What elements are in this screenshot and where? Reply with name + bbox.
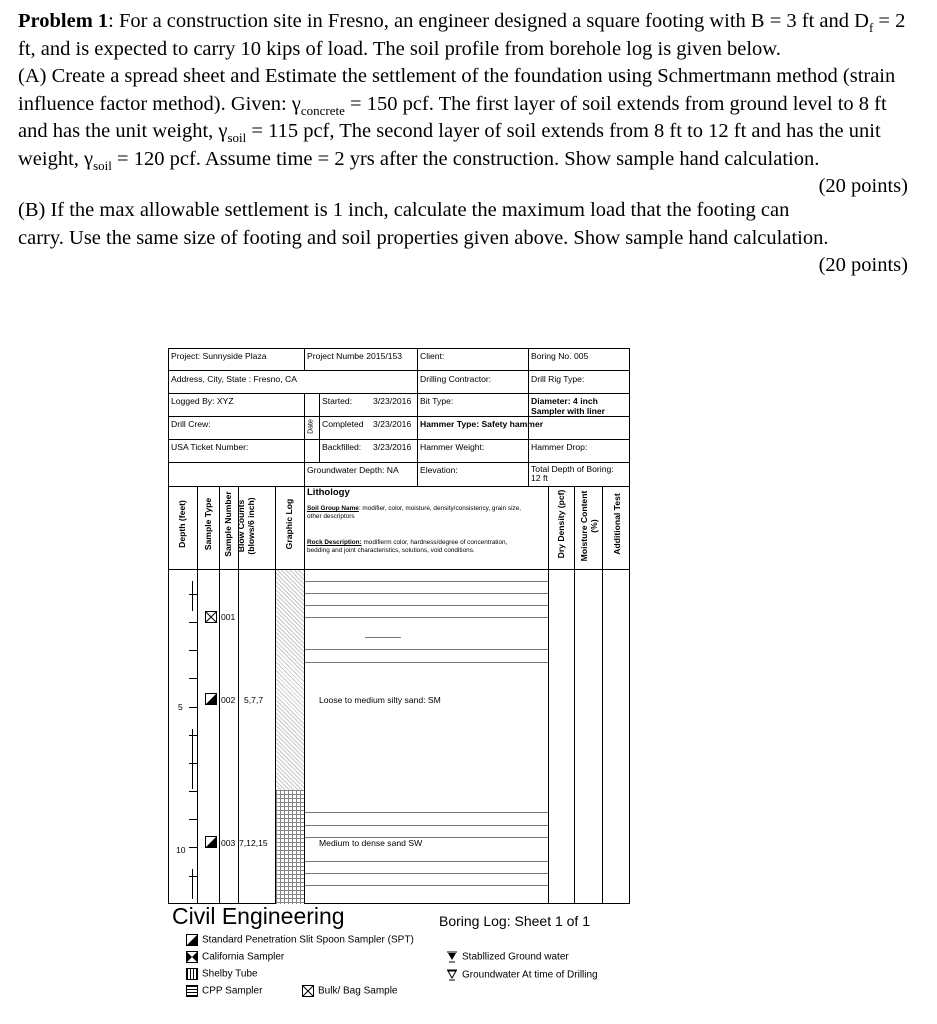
legend-spt: Standard Penetration Slit Spoon Sampler (SPT) <box>186 934 414 946</box>
legend-stabilized: Stabllized Ground water <box>446 951 569 963</box>
moisture-content-column-header: Moisture Content (%) <box>579 490 599 562</box>
sample-number-column-header: Sample Number <box>223 491 233 557</box>
backfilled-label: Backfilled: <box>322 442 362 452</box>
sample-type-column-header: Sample Type <box>203 497 213 551</box>
hammer-type: Hammer Type: Safety hammer <box>420 419 544 429</box>
part-a-points: (20 points) <box>818 175 908 197</box>
stabilized-groundwater-icon <box>446 951 458 963</box>
groundwater-depth: Groundwater Depth: NA <box>307 465 399 475</box>
spt-sampler-icon <box>205 836 217 848</box>
usa-ticket-number: USA Ticket Number: <box>171 442 249 452</box>
project-number: Project Numbe 2015/153 <box>307 351 403 361</box>
cpp-sampler-icon <box>186 985 198 997</box>
problem-paragraph-intro: Problem 1: For a construction site in Fresno, an engineer designed a square footing with B = 3 ft and $D_f = 2$ ft, and is expected to carry 10 kips of load. The soil profile from borehole log is given below. <box>18 10 906 60</box>
logged-by: Logged By: XYZ <box>171 396 234 406</box>
lithology-header: Lithology <box>307 487 350 498</box>
legend-california: California Sampler <box>186 951 284 963</box>
layer-description: Loose to medium silty sand: SM <box>319 695 441 705</box>
completed-date: 3/23/2016 <box>373 419 412 429</box>
graphic-log-column-header: Graphic Log <box>284 498 294 550</box>
bulk-bag-sample-icon <box>205 611 217 623</box>
sample-number: 002 <box>221 695 236 705</box>
part-b-text: (B) If the max allowable settlement is 1 inch, calculate the maximum load that the footing can carry. Use the same size of footing and soil properties given above. Show sample hand calculation. (20 points) <box>18 197 908 252</box>
part-a-text: (A) Create a spread sheet and Estimate the settlement of the foundation using Schmertmann method (strain influence factor method). Given: $\gamma_{concrete} = 150$ pcf. The first layer of soil extends from ground level to 8 ft and has the unit weight, $\gamma_{soil} = 115$ pcf, The second layer of soil extends from 8 ft to 12 ft and has the unit weight, $\gamma_{soil} = 120$ pcf. Assume time = 2 yrs after the construction. Show sample hand calculation. (20 points) <box>18 63 908 173</box>
spt-sampler-icon <box>205 693 217 705</box>
total-depth-value: 12 ft <box>531 473 548 483</box>
hammer-weight: Hammer Weight: <box>420 442 485 452</box>
backfilled-date: 3/23/2016 <box>373 442 412 452</box>
sample-number: 003 <box>221 838 236 848</box>
additional-test-column-header: Additional Test <box>612 493 622 555</box>
drilling-contractor: Drilling Contractor: <box>420 374 492 384</box>
blow-counts: 5,7,7 <box>244 695 264 705</box>
bulk-sample-icon <box>302 985 314 997</box>
hammer-drop: Hammer Drop: <box>531 442 588 452</box>
legend-cpp: CPP Sampler <box>186 985 262 997</box>
depth-label-10: 10 <box>176 845 186 855</box>
client: Client: <box>420 351 445 361</box>
part-b-points: (20 points) <box>818 254 908 276</box>
blow-counts-column-header: Blow Counts (blows/6 inch) <box>236 497 256 555</box>
elevation: Elevation: <box>420 465 458 475</box>
depth-label-5: 5 <box>178 702 183 712</box>
dry-density-column-header: Dry Density (pcf) <box>556 489 566 559</box>
date-label: Date <box>307 419 315 434</box>
boring-log-table <box>168 348 630 904</box>
project-name: Project: Sunnyside Plaza <box>171 351 267 361</box>
total-depth: Total Depth of Boring: <box>531 464 614 474</box>
shelby-tube-icon <box>186 968 198 980</box>
drill-crew: Drill Crew: <box>171 419 211 429</box>
silty-sand-pattern <box>276 570 304 790</box>
bit-type: Bit Type: <box>420 396 454 406</box>
groundwater-drilling-icon <box>446 969 458 981</box>
california-sampler-icon <box>186 951 198 963</box>
problem-title: Problem 1 <box>18 10 109 32</box>
started-label: Started: <box>322 396 353 406</box>
problem-statement <box>18 8 908 280</box>
sand-pattern <box>276 790 304 904</box>
sampler-liner: Sampler with liner <box>531 406 606 416</box>
legend-drilling: Groundwater At time of Drilling <box>446 969 598 981</box>
rock-description: Rock Description: modifierm color, hardness/degree of concentration, bedding and joint characteristics, solutions, void conditions. <box>307 539 508 554</box>
boring-number: Boring No. 005 <box>531 351 589 361</box>
sheet-label: Boring Log: Sheet 1 of 1 <box>439 913 590 929</box>
started-date: 3/23/2016 <box>373 396 412 406</box>
company-name: Civil Engineering <box>172 903 345 929</box>
legend-bulk: Bulk/ Bag Sample <box>302 985 398 997</box>
layer-description: Medium to dense sand SW <box>319 838 423 848</box>
spt-icon <box>186 934 198 946</box>
completed-label: Completed <box>322 419 364 429</box>
blow-counts: 7,12,15 <box>239 838 268 848</box>
depth-column-header: Depth (feet) <box>177 500 187 548</box>
legend-shelby: Shelby Tube <box>186 968 258 980</box>
address: Address, City, State : Fresno, CA <box>171 374 297 384</box>
diameter: Diameter: 4 inch <box>531 396 598 406</box>
drill-rig-type: Drill Rig Type: <box>531 374 585 384</box>
sample-number: 001 <box>221 612 236 622</box>
soil-group-name-description: Soil Group Name: modifier, color, moisture, density/consistency, grain size, other descriptors <box>307 505 522 520</box>
